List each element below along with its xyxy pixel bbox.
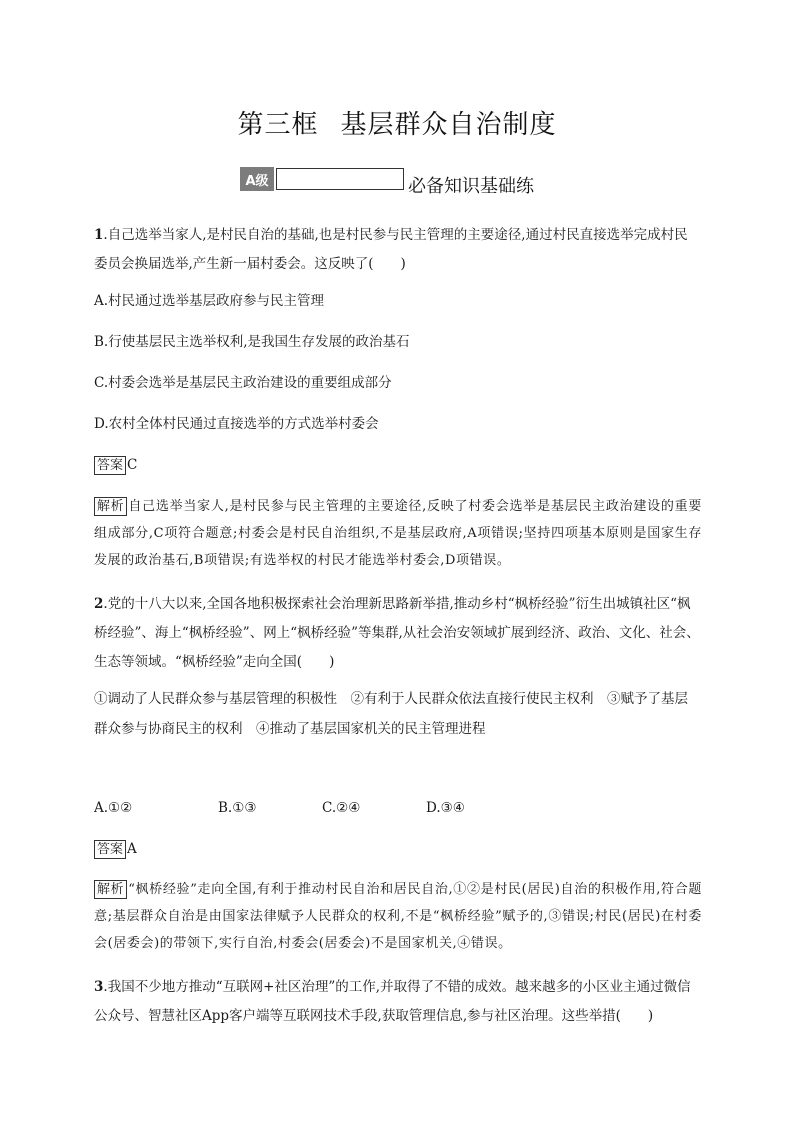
question-text: .党的十八大以来,全国各地积极探索社会治理新思路新举措,推动乡村“枫桥经验”衍生出城镇社区“枫桥经验”、海上“枫桥经验”、网上“枫桥经验”等集群,从社会治安领域扩展到经济、政治、文化、社会、生态等领域。“枫桥经验”走向全国( )	[94, 596, 700, 670]
question-1-stem	[94, 221, 700, 279]
question-text: .我国不少地方推动“互联网+社区治理”的工作,并取得了不错的成效。越来越多的小区业主通过微信公众号、智慧社区App客户端等互联网技术手段,获取管理信息,参与社区治理。这些举措( )	[94, 979, 691, 1024]
q2-option-d: D.③④	[426, 800, 465, 816]
answer-label: 答案	[94, 840, 126, 859]
level-badge: A级	[240, 167, 274, 191]
q1-analysis	[94, 493, 702, 574]
question-3-stem	[94, 973, 700, 1031]
level-blank-box	[276, 168, 404, 190]
q1-option-d: D.农村全体村民通过直接选举的方式选举村委会	[94, 416, 379, 432]
analysis-label: 解析	[94, 497, 127, 516]
analysis-text: “枫桥经验”走向全国,有利于推动村民自治和居民自治,①②是村民(居民)自治的积极作用,符合题意;基层群众自治是由国家法律赋予人民群众的权利,不是“枫桥经验”赋予的,③错误;村民(居民)在村委会(居委会)的带领下,实行自治,村委会(居委会)不是国家机关,④错误。	[94, 882, 702, 951]
question-text: .自己选举当家人,是村民自治的基础,也是村民参与民主管理的主要途径,通过村民直接选举完成村民委员会换届选举,产生新一届村委会。这反映了( )	[94, 227, 688, 272]
question-2-stem	[94, 590, 700, 677]
answer-label: 答案	[94, 456, 126, 475]
q1-option-c: C.村委会选举是基层民主政治建设的重要组成部分	[94, 375, 392, 391]
q1-option-a: A.村民通过选举基层政府参与民主管理	[94, 293, 325, 309]
q2-statements: ①调动了人民群众参与基层管理的积极性 ②有利于人民群众依法直接行使民主权利 ③赋予了基层群众参与协商民主的权利 ④推动了基层国家机关的民主管理进程	[94, 691, 688, 737]
question-number: 3	[94, 979, 104, 995]
q2-answer	[94, 839, 137, 859]
page-title	[0, 104, 794, 141]
q2-option-b: B.①③	[218, 800, 257, 816]
q2-option-a: A.①②	[94, 800, 133, 816]
level-header	[240, 166, 534, 197]
question-number: 1	[94, 227, 104, 243]
analysis-text: 自己选举当家人,是村民参与民主管理的主要途径,反映了村委会选举是基层民主政治建设的重要组成部分,C项符合题意;村委会是村民自治组织,不是基层政府,A项错误;坚持四项基本原则是国家生存发展的政治基石,B项错误;有选举权的村民才能选举村委会,D项错误。	[94, 499, 702, 568]
q1-option-b: B.行使基层民主选举权利,是我国生存发展的政治基石	[94, 334, 410, 350]
title-lesson: 第三框	[237, 110, 319, 140]
analysis-label: 解析	[94, 880, 127, 899]
q2-option-c: C.②④	[322, 800, 361, 816]
answer-value: A	[127, 841, 137, 857]
answer-value: C	[127, 457, 138, 473]
q2-analysis	[94, 876, 702, 957]
question-number: 2	[94, 596, 104, 612]
level-name: 必备知识基础练	[408, 176, 534, 197]
title-topic: 基层群众自治制度	[340, 110, 557, 140]
q1-answer	[94, 455, 137, 475]
